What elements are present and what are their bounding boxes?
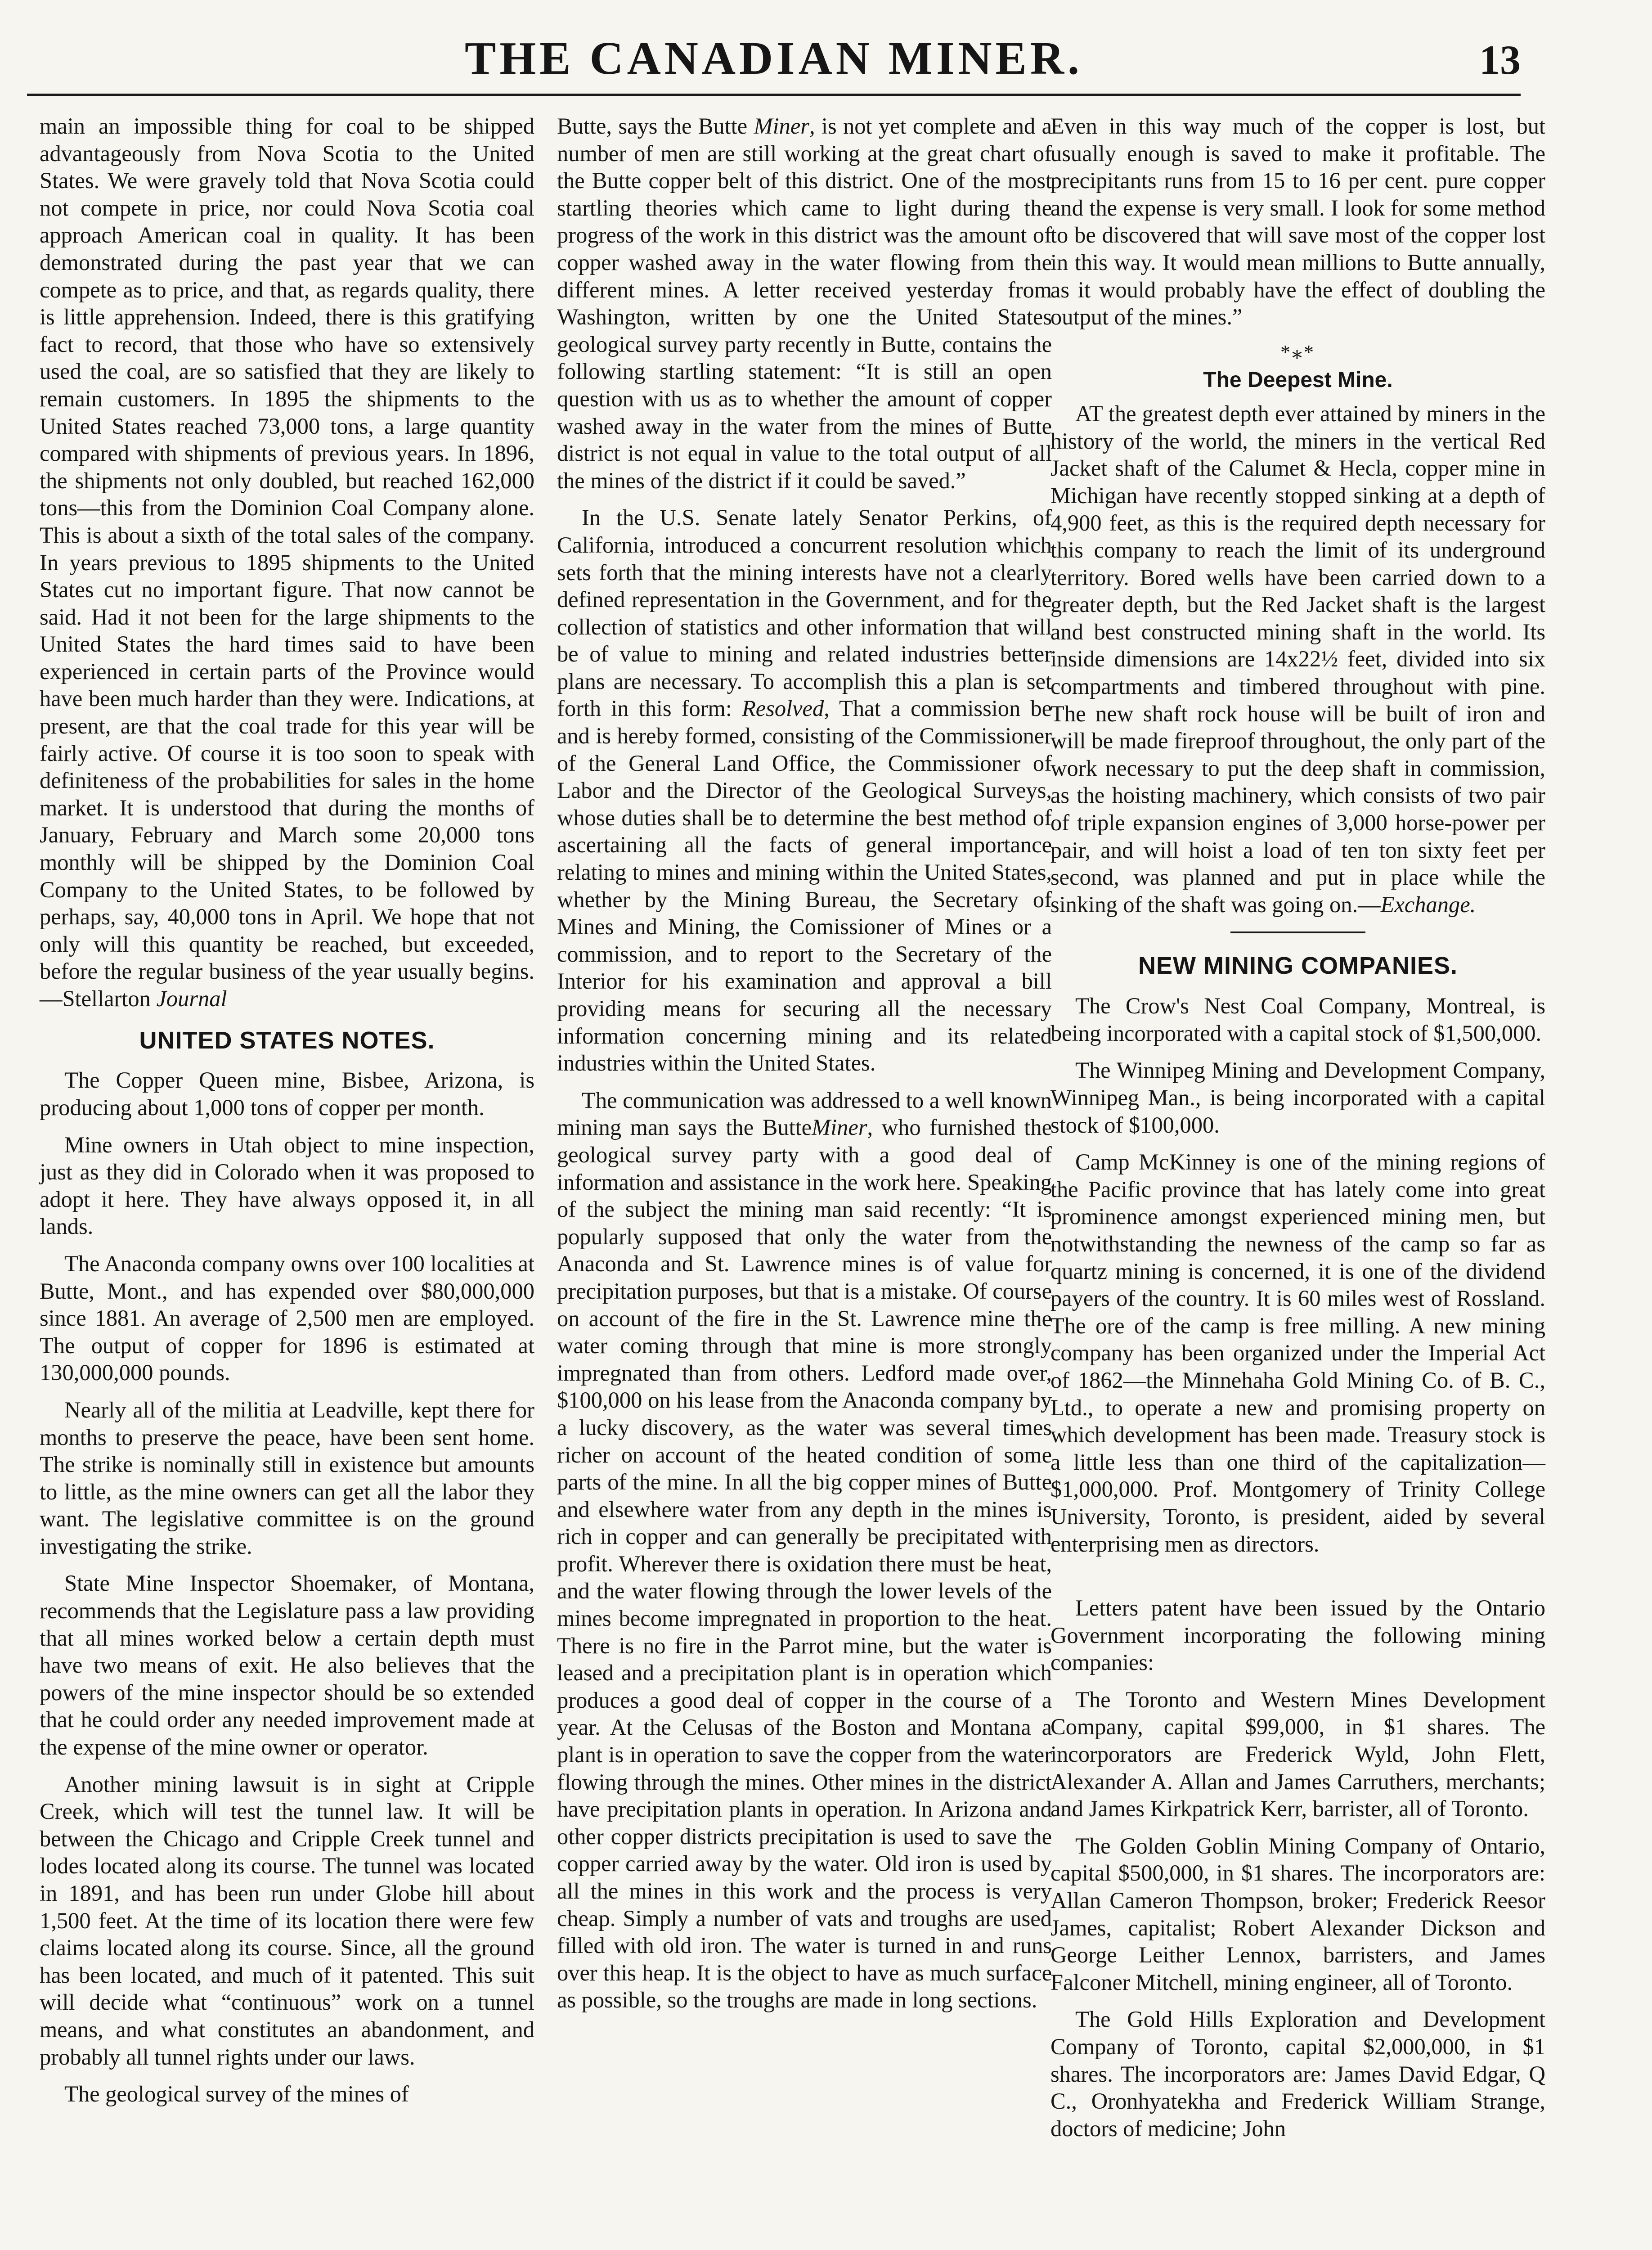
company-paragraph: The Toronto and Western Mines Development Company, capital $99,000, in $1 shares. The incorporators are Frederick Wyld, John Flett, Alexander A. Allan and James Carruthers, merchants; and James Kirkpatrick Kerr, barrister, all of Toronto.: [1050, 1687, 1545, 1822]
section-heading-us-notes: UNITED STATES NOTES.: [139, 1026, 435, 1054]
note-paragraph: The Copper Queen mine, Bisbee, Arizona, is producing about 1,000 tons of copper per month.: [40, 1067, 534, 1120]
page-header: [27, 18, 1521, 94]
note-paragraph: The Anaconda company owns over 100 localities at Butte, Mont., and has expended over $80,000,000 since 1881. An average of 2,500 men are employed. The output of copper for 1896 is estimated at 130,000,000 pounds.: [40, 1251, 534, 1386]
asterism-divider: *⁎*: [1280, 341, 1315, 363]
coal-article-paragraph: main an impossible thing for coal to be shipped advantageously from Nova Scotia to the United States. We were gravely told that Nova Scotia could not compete in price, nor could Nova Scotia coal approach American coal in quality. It has been demonstrated during the past year that we can compete as to price, and that, as regards quality, there is little apprehension. Indeed, there is this gratifying fact to record, that those who have so extensively used the coal, are so satisfied that they are likely to remain customers. In 1895 the shipments to the United States reached 73,000 tons, a large quantity compared with shipments of previous years. In 1896, the shipments not only doubled, but reached 162,000 tons—this from the Dominion Coal Company alone. This is about a sixth of the total sales of the company. In years previous to 1895 shipments to the United States cut no important figure. That now cannot be said. Had it not been for the large shipments to the United States the hard times said to have been experienced in certain parts of the Province would have been much harder than they were. Indications, at present, are that the coal trade for this year will be fairly active. Of course it is too soon to speak with definiteness of the probabilities for sales in the home market. It is understood that during the months of January, February and March some 20,000 tons monthly will be shipped by the Dominion Coal Company to the United States, to be followed by perhaps, say, 40,000 tons in April. We hope that not only will this quantity be reached, but exceeded, before the regular business of the year usually begins.—Stellarton Journal: [40, 113, 534, 1011]
company-paragraph: Letters patent have been issued by the Ontario Government incorporating the following mining companies:: [1050, 1595, 1545, 1675]
company-paragraph: The Winnipeg Mining and Development Company, Winnipeg Man., is being incorporated with a capital stock of $100,000.: [1050, 1058, 1545, 1138]
company-paragraph: The Gold Hills Exploration and Development Company of Toronto, capital $2,000,000, in $1 shares. The incorporators are: James David Edgar, Q C., Oronhyatekha and Frederick William Strange, doctors of medicine; John: [1050, 2007, 1545, 2141]
page-number: 13: [1479, 37, 1521, 83]
deepest-mine-paragraph: AT the greatest depth ever attained by miners in the history of the world, the miners in the vertical Red Jacket shaft of the Calumet & Hecla, copper mine in Michigan have recently stopped sinking at a depth of 4,900 feet, as this is the required depth necessary for this company to reach the limit of its underground territory. Bored wells have been carried down to a greater depth, but the Red Jacket shaft is the largest and best constructed mining shaft in the world. Its inside dimensions are 14x22½ feet, divided into six compartments and timbered throughout with pine. The new shaft rock house will be built of iron and will be made fireproof throughout, the only part of the work necessary to put the deep shaft in commission, as the hoisting machinery, which consists of two pair of triple expansion engines of 3,000 horse-power per pair, and will hoist a load of ten ton sixty feet per second, was planned and put in place while the sinking of the shaft was going on.—Exchange.: [1050, 401, 1545, 917]
section-divider: [1230, 932, 1365, 933]
column-2: [557, 112, 1052, 2024]
note-paragraph: Another mining lawsuit is in sight at Cripple Creek, which will test the tunnel law. It will be between the Chicago and Cripple Creek tunnel and lodes located along its course. The tunnel was located in 1891, and has been run under Globe hill about 1,500 feet. At the time of its location there were few claims located along its course. Since, all the ground has been located, and much of it patented. This suit will decide what “continuous” work on a tunnel means, and what constitutes an abandonment, and probably all tunnel rights under our laws.: [40, 1771, 534, 2070]
note-paragraph: Mine owners in Utah object to mine inspection, just as they did in Colorado when it was proposed to adopt it here. They have always opposed it, in all lands.: [40, 1132, 534, 1239]
note-paragraph: State Mine Inspector Shoemaker, of Montana, recommends that the Legislature pass a law providing that all mines worked below a certain depth must have two means of exit. He also believes that the powers of the mine inspector should be so extended that he could order any needed improvement made at the expense of the mine owner or operator.: [40, 1570, 534, 1760]
copper-loss-paragraph: Even in this way much of the copper is lost, but usually enough is saved to make it profitable. The precipitants runs from 15 to 16 per cent. pure copper and the expense is very small. I look for some method to be discovered that will save most of the copper lost in this way. It would mean millions to Butte annually, as it would probably have the effect of doubling the output of the mines.”: [1050, 113, 1545, 330]
butte-survey-paragraph: Butte, says the Butte Miner, is not yet complete and a number of men are still working at the great chart of the Butte copper belt of this district. One of the most startling theories which came to light during the progress of the work in this district was the amount of copper washed away in the water flowing from the different mines. A letter received yesterday from Washington, written by one the United States geological survey party recently in Butte, contains the following startling statement: “It is still an open question with us as to whether the amount of copper washed away in the water from the mines of Butte district is not equal in value to the total output of all the mines of the district if it could be saved.”: [557, 113, 1052, 493]
company-paragraph: The Crow's Nest Coal Company, Montreal, is being incorporated with a capital stock of $1,500,000.: [1050, 993, 1545, 1046]
section-heading-deepest-mine: The Deepest Mine.: [1203, 368, 1393, 392]
header-rule: [27, 94, 1521, 96]
company-paragraph: Camp McKinney is one of the mining regions of the Pacific province that has lately come into great prominence amongst experienced mining men, but notwithstanding the newness of the camp so far as quartz mining is concerned, it is one of the dividend payers of the country. It is 60 miles west of Rossland. The ore of the camp is free milling. A new mining company has been organized under the Imperial Act of 1862—the Minnehaha Gold Mining Co. of B. C., Ltd., to operate a new and promising property on which development has been made. Treasury stock is a little less than one third of the capitalization—$1,000,000. Prof. Montgomery of Trinity College University, Toronto, is president, aided by several enterprising men as directors.: [1050, 1149, 1545, 1557]
note-paragraph: The geological survey of the mines of: [64, 2081, 409, 2107]
source-citation: Exchange.: [1380, 891, 1476, 917]
spacer: [1050, 1567, 1545, 1594]
source-citation: Journal: [156, 986, 227, 1011]
company-paragraph: The Golden Goblin Mining Company of Ontario, capital $500,000, in $1 shares. The incorporators are: Allan Cameron Thompson, broker; Frederick Reesor James, capitalist; Robert Alexander Dickson and George Leither Lennox, barristers, and James Falconer Mitchell, mining engineer, all of Toronto.: [1050, 1833, 1545, 1995]
section-heading-new-companies: NEW MINING COMPANIES.: [1138, 952, 1458, 980]
publication-title: THE CANADIAN MINER.: [464, 32, 1083, 84]
column-1: [40, 112, 534, 2118]
note-paragraph: Nearly all of the militia at Leadville, kept there for months to preserve the peace, have been sent home. The strike is nominally still in existence but amounts to little, as the mine owners can get all the labor they want. The legislative committee is on the ground investigating the strike.: [40, 1397, 534, 1559]
column-3: [1050, 112, 1545, 2152]
communication-paragraph: The communication was addressed to a well known mining man says the ButteMiner, who furnished the geological survey party with a good deal of information and assistance in the work here. Speaking of the subject the mining man said recently: “It is popularly supposed that only the water from the Anaconda and St. Lawrence mines is of value for precipitation purposes, but that is a mistake. Of course on account of the fire in the St. Lawrence mine the water coming through that mine is more strongly impregnated than from others. Ledford made over, $100,000 on his lease from the Anaconda company by a lucky discovery, as the water was several times richer on account of the heated condition of some parts of the mine. In all the big copper mines of Butte and elsewhere water from any depth in the mines is rich in copper and can generally be precipitated with profit. Wherever there is oxidation there must be heat, and the water flowing through the lower levels of the mines become impregnated in proportion to the heat. There is no fire in the Parrot mine, but the water is leased and a precipitation plant is in operation which produces a good deal of copper in the course of a year. At the Celusas of the Boston and Montana a plant is in operation to save the copper from the water flowing through the mines. Other mines in the district have precipitation plants in operation. In Arizona and other copper districts precipitation is used to save the copper carried away by the water. Old iron is used by all the mines in this work and the process is very cheap. Simply a number of vats and troughs are used filled with old iron. The water is turned in and runs over this heap. It is the object to have as much surface as possible, so the troughs are made in long sections.: [557, 1087, 1052, 2013]
senate-resolution-paragraph: In the U.S. Senate lately Senator Perkins, of California, introduced a concurrent resolution which sets forth that the mining interests have not a clearly defined representation in the Government, and for the collection of statistics and other information that will be of value to mining and related industries better plans are necessary. To accomplish this a plan is set forth in this form: Resolved, That a commission be and is hereby formed, consisting of the Commissioner of the General Land Office, the Commissioner of Labor and the Director of the Geological Surveys, whose duties shall be to determine the best method of ascertaining all the facts of general importance relating to mines and mining within the United States, whether by the Mining Bureau, the Secretary of Mines and Mining, the Comissioner of Mines or a commission, and to report to the Secretary of the Interior for his examination and approval a bill providing means for securing all the necessary information concerning mining and its related industries within the United States.: [557, 505, 1052, 1076]
